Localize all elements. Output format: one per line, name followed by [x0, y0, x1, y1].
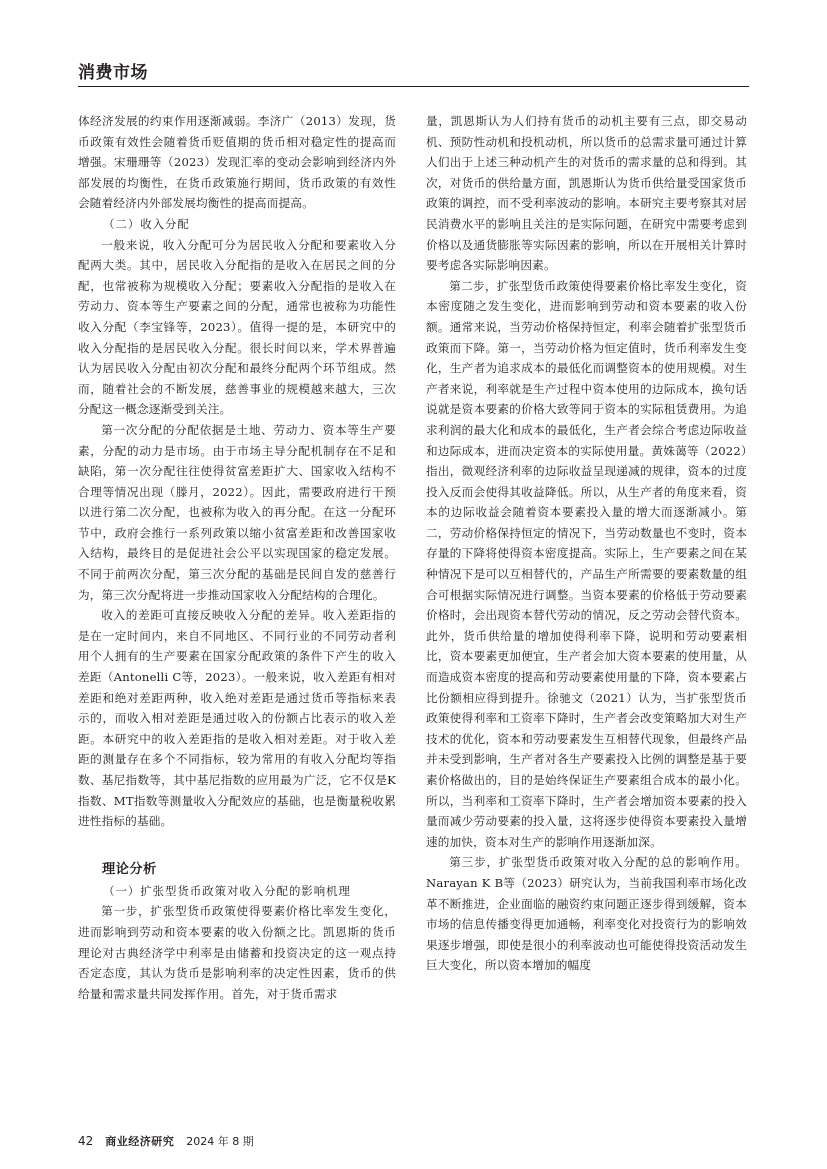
paragraph: 第一步，扩张型货币政策使得要素价格比率发生变化，进而影响到劳动和资本要素的收入份额之比。凯恩斯的货币理论对古典经济学中利率是由储蓄和投资决定的这一观点持否定态度，其认为货币是影响利率的决定性因素，货币的供给量和需求量共同发挥作用。首先，对于货币需求 — [78, 904, 396, 1001]
page-footer — [78, 1133, 254, 1149]
paragraph: 第一次分配的分配依据是土地、劳动力、资本等生产要素，分配的动力是市场。由于市场主导分配机制存在不足和缺陷，第一次分配往往使得贫富差距扩大、国家收入结构不合理等情况出现（滕月，2022）。因此，需要政府进行干预以进行第二次分配，也被称为收入的再分配。在这一分配环节中，政府会推行一系列政策以缩小贫富差距和改善国家收入结构，最终目的是促进社会公平以实现国家的稳定发展。不同于前两次分配，第三次分配的基础是民间自发的慈善行为，第三次分配将进一步推动国家收入分配结构的合理化。 — [78, 422, 396, 602]
paragraph: 体经济发展的约束作用逐渐减弱。李济广（2013）发现，货币政策有效性会随着货币贬值期的货币相对稳定性的提高而增强。宋珊珊等（2023）发现汇率的变动会影响到经济内外部发展的均衡性，在货币政策施行期间，货币政策的有效性会随着经济内外部发展均衡性的提高而提高。 — [78, 114, 396, 211]
journal-name: 商业经济研究 — [105, 1135, 175, 1148]
page-number: 42 — [78, 1134, 94, 1148]
subsection-heading-income-distribution: （二）收入分配 — [103, 216, 190, 231]
left-column — [78, 111, 396, 1004]
section-heading-theory-analysis: 理论分析 — [102, 861, 157, 877]
journal-issue: 2024 年 8 期 — [186, 1135, 254, 1148]
header-rule — [78, 86, 749, 87]
paragraph: 量，凯恩斯认为人们持有货币的动机主要有三点，即交易动机、预防性动机和投机动机，所以货币的总需求量可通过计算人们出于上述三种动机产生的对货币的需求量的总和得到。其次，对货币的供给量方面，凯恩斯认为货币供给量受国家货币政策的调控，而不受利率波动的影响。本研究主要考察其对居民消费水平的影响且关注的是实际问题，在研究中需要考虑到价格以及通货膨胀等实际因素的影响，所以在开展相关计算时要考虑各实际影响因素。 — [426, 114, 747, 273]
right-column — [426, 111, 747, 976]
paragraph: 收入的差距可直接反映收入分配的差异。收入差距指的是在一定时间内，来自不同地区、不同行业的不同劳动者利用个人拥有的生产要素在国家分配政策的条件下产生的收入差距（Antonelli C等，2023）。一般来说，收入差距有相对差距和绝对差距两种，收入绝对差距是通过货币等指标来表示的，而收入相对差距是通过收入的份额占比表示的收入差距。本研究中的收入差距指的是收入相对差距。对于收入差距的测量存在多个不同指标，较为常用的有收入分配均等指数、基尼指数等，其中基尼指数的应用最为广泛，它不仅是K指数、MT指数等测量收入分配效应的基础，也是衡量税收累进性指标的基础。 — [78, 608, 396, 829]
paragraph: 第三步，扩张型货币政策对收入分配的总的影响作用。Narayan K B等（2023）研究认为，当前我国利率市场化改革不断推进，企业面临的融资约束问题正逐步得到缓解，资本市场的信息传播变得更加通畅，利率变化对投资行为的影响效果逐步增强，即使是很小的利率波动也可能使得投资活动发生巨大变化，所以资本增加的幅度 — [426, 855, 747, 973]
subsection-heading-mechanism: （一）扩张型货币政策对收入分配的影响机理 — [103, 883, 351, 898]
paragraph: 第二步，扩张型货币政策使得要素价格比率发生变化，资本密度随之发生变化，进而影响到劳动和资本要素的收入份额。通常来说，当劳动价格保持恒定，利率会随着扩张型货币政策而下降。第一，当劳动价格为恒定值时，货币利率发生变化，生产者为追求成本的最低化而调整资本的使用规模。对生产者来说，利率就是生产过程中资本使用的边际成本，换句话说就是资本要素的价格大致等同于资本的实际租赁费用。为追求利润的最大化和成本的最低化，生产者会综合考虑边际收益和边际成本，进而决定资本的实际使用量。黄姝蔼等（2022）指出，微观经济利率的边际收益呈现递减的规律，资本的过度投入反而会使得其收益降低。所以，从生产者的角度来看，资本的边际收益会随着资本要素投入量的增大而逐渐减小。第二，劳动价格保持恒定的情况下，当劳动数量也不变时，资本存量的下降将使得资本密度提高。实际上，生产要素之间在某种情况下是可以互相替代的，产品生产所需要的要素数量的组合可根据实际情况进行调整。当资本要素的价格低于劳动要素价格时，会出现资本替代劳动的情况，反之劳动会替代资本。此外，货币供给量的增加使得利率下降，说明和劳动要素相比，资本要素更加便宜，生产者会加大资本要素的使用量，从而造成资本密度的提高和劳动要素使用量的下降，资本要素占比份额相应得到提升。徐驰文（2021）认为，当扩张型货币政策使得利率和工资率下降时，生产者会改变策略加大对生产技术的优化，资本和劳动要素发生互相替代现象，但最终产品并未受到影响，生产者对各生产要素投入比例的调整是基于要素价格做出的，目的是始终保证生产要素组合成本的最小化。所以，当利率和工资率下降时，生产者会增加资本要素的投入量而减少劳动要素的投入量，这将逐步使得资本要素投入量增速的加快，资本对生产的影响作用逐渐加深。 — [426, 278, 747, 849]
paragraph: 一般来说，收入分配可分为居民收入分配和要素收入分配两大类。其中，居民收入分配指的是收入在居民之间的分配，也常被称为规模收入分配；要素收入分配指的是收入在劳动力、资本等生产要素之间的分配，通常也被称为功能性收入分配（李宝锋等，2023）。值得一提的是，本研究中的收入分配指的是居民收入分配。很长时间以来，学术界普遍认为居民收入分配由初次分配和最终分配两个环节组成。然而，随着社会的不断发展，慈善事业的规模越来越大，三次分配这一概念逐渐受到关注。 — [78, 237, 396, 417]
page-header-title: 消费市场 — [78, 63, 148, 83]
